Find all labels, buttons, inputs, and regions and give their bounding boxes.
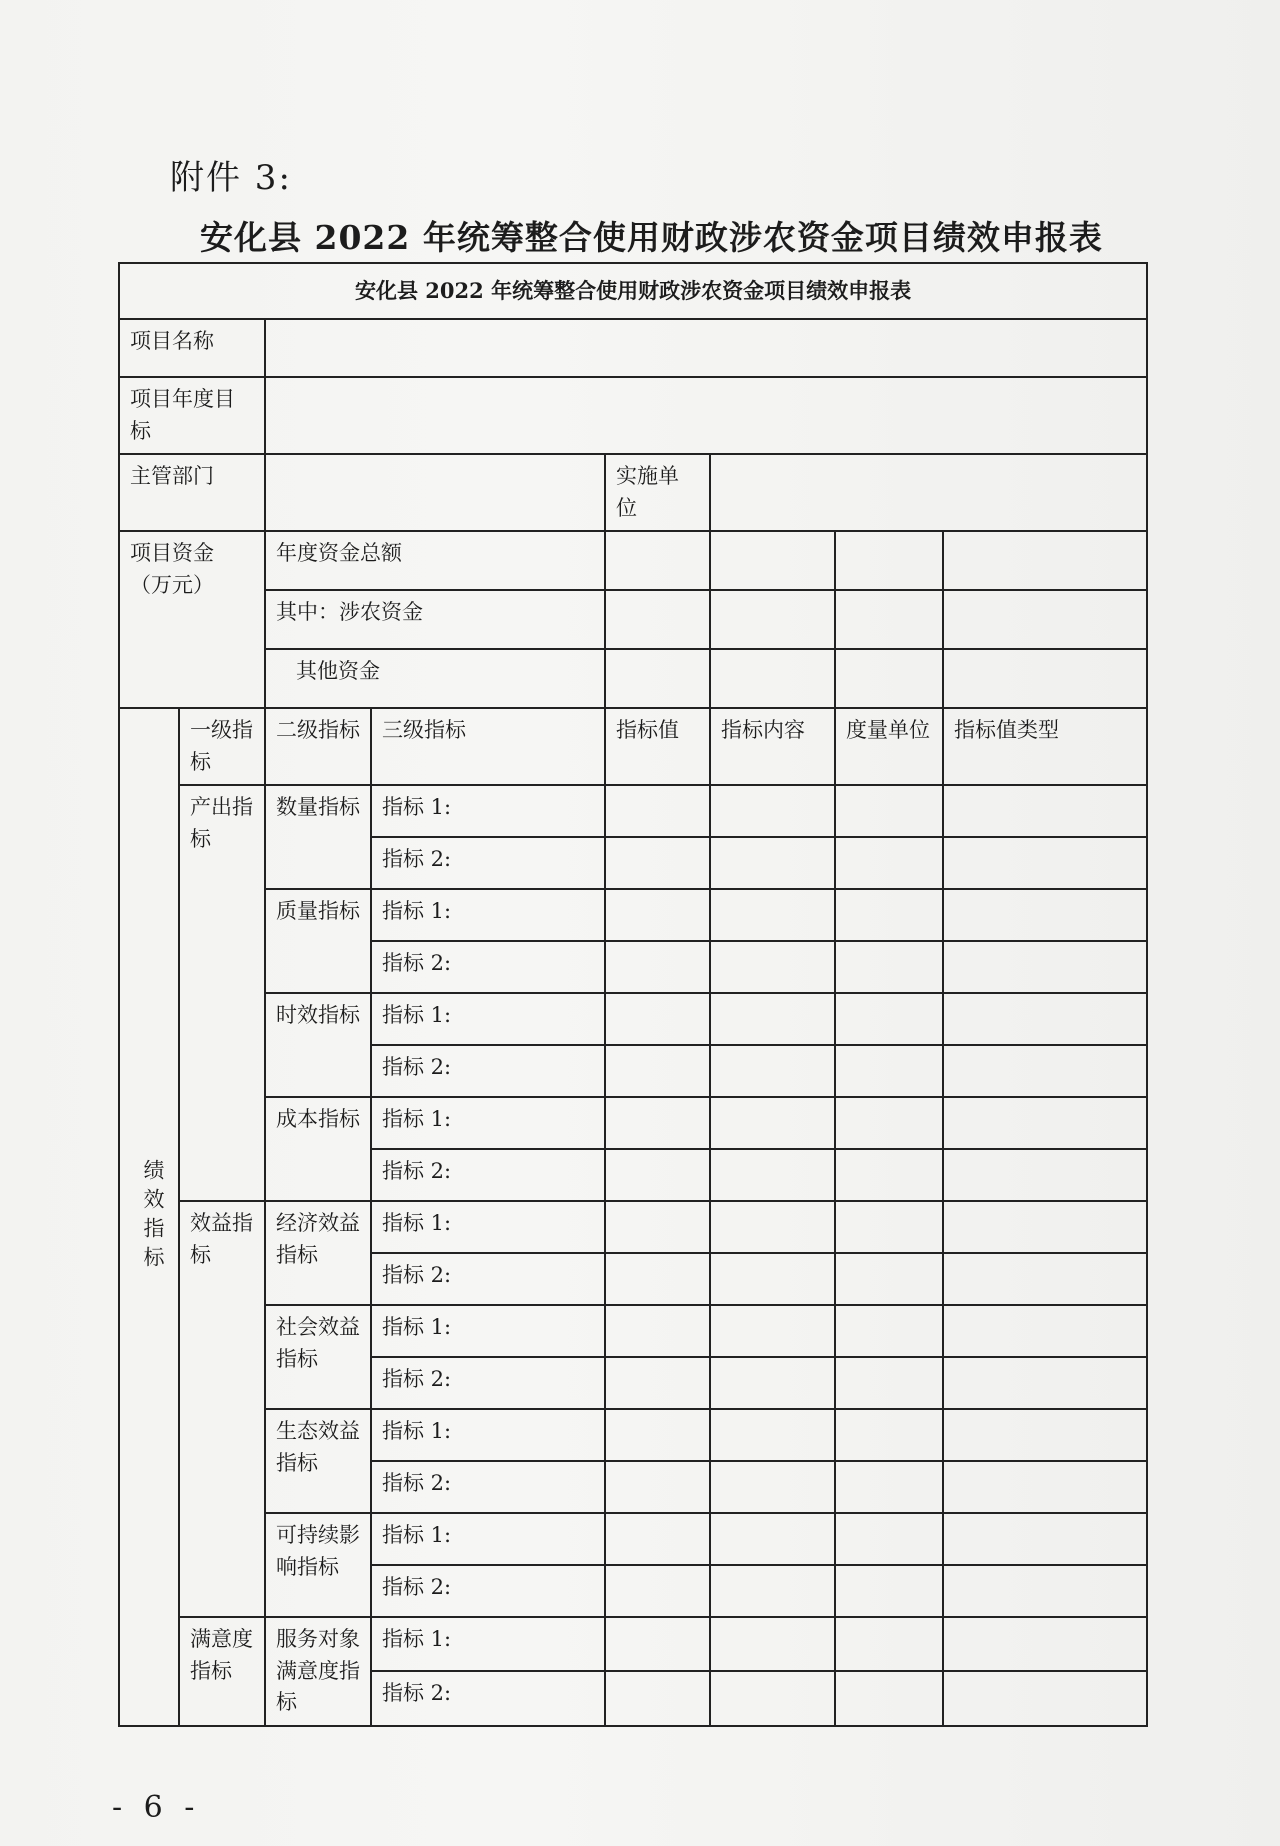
fund-cell[interactable] (835, 649, 943, 708)
value-cell[interactable] (605, 941, 710, 993)
unit-cell[interactable] (835, 993, 943, 1045)
table-row (119, 1305, 1147, 1357)
unit-cell[interactable] (835, 1671, 943, 1725)
content-cell[interactable] (710, 993, 835, 1045)
level3-indicator[interactable]: 指标 1: (371, 1617, 605, 1671)
value-cell[interactable] (605, 1617, 710, 1671)
level3-indicator[interactable]: 指标 1: (371, 993, 605, 1045)
value-cell[interactable] (605, 1045, 710, 1097)
value-type-cell[interactable] (943, 785, 1147, 837)
dept-cell[interactable] (265, 454, 605, 531)
value-type-cell[interactable] (943, 1461, 1147, 1513)
unit-cell[interactable] (835, 1201, 943, 1253)
content-cell[interactable] (710, 1097, 835, 1149)
level3-indicator[interactable]: 指标 2: (371, 837, 605, 889)
level1-indicator: 满意度指标 (179, 1617, 265, 1726)
value-cell[interactable] (605, 1305, 710, 1357)
unit-cell[interactable] (835, 941, 943, 993)
value-type-cell[interactable] (943, 889, 1147, 941)
content-cell[interactable] (710, 1201, 835, 1253)
value-type-cell[interactable] (943, 1097, 1147, 1149)
value-cell[interactable] (605, 1097, 710, 1149)
content-cell[interactable] (710, 1671, 835, 1725)
value-cell[interactable] (605, 1409, 710, 1461)
content-cell[interactable] (710, 1565, 835, 1617)
unit-cell[interactable] (835, 1149, 943, 1201)
content-cell[interactable] (710, 941, 835, 993)
value-type-cell[interactable] (943, 941, 1147, 993)
content-cell[interactable] (710, 1045, 835, 1097)
value-cell[interactable] (605, 837, 710, 889)
value-cell[interactable] (605, 1201, 710, 1253)
unit-cell[interactable] (835, 1461, 943, 1513)
content-cell[interactable] (710, 1409, 835, 1461)
value-cell[interactable] (605, 1671, 710, 1725)
col-level3: 三级指标 (371, 708, 605, 785)
table-row (119, 889, 1147, 941)
value-type-cell[interactable] (943, 1305, 1147, 1357)
content-cell[interactable] (710, 1513, 835, 1565)
content-cell[interactable] (710, 1357, 835, 1409)
fund-cell[interactable] (835, 590, 943, 649)
level3-indicator[interactable]: 指标 2: (371, 1149, 605, 1201)
level3-indicator[interactable]: 指标 1: (371, 1097, 605, 1149)
fund-cell[interactable] (943, 531, 1147, 590)
fund-cell[interactable] (710, 531, 835, 590)
project-goal-label: 项目年度目标 (119, 377, 265, 454)
project-goal-cell[interactable] (265, 377, 1147, 454)
value-type-cell[interactable] (943, 1671, 1147, 1725)
value-cell[interactable] (605, 1565, 710, 1617)
value-type-cell[interactable] (943, 1149, 1147, 1201)
level3-indicator[interactable]: 指标 2: (371, 941, 605, 993)
project-name-label: 项目名称 (119, 319, 265, 377)
level2-indicator: 数量指标 (265, 785, 371, 889)
unit-cell[interactable] (835, 889, 943, 941)
content-cell[interactable] (710, 1305, 835, 1357)
fund-cell[interactable] (943, 590, 1147, 649)
level3-indicator[interactable]: 指标 2: (371, 1671, 605, 1725)
fund-row-label: 其中：涉农资金 (265, 590, 605, 649)
table-row (119, 1617, 1147, 1671)
level1-indicator: 产出指标 (179, 785, 265, 1201)
value-cell[interactable] (605, 1253, 710, 1305)
value-type-cell[interactable] (943, 1201, 1147, 1253)
level3-indicator[interactable]: 指标 1: (371, 1513, 605, 1565)
dept-label: 主管部门 (119, 454, 265, 531)
document-title: 安化县 2022 年统筹整合使用财政涉农资金项目绩效申报表 (200, 218, 1103, 257)
fund-cell[interactable] (605, 649, 710, 708)
fund-cell[interactable] (943, 649, 1147, 708)
unit-cell[interactable] (835, 1513, 943, 1565)
page-number: - 6 - (112, 1790, 201, 1825)
value-type-cell[interactable] (943, 1357, 1147, 1409)
level2-indicator: 社会效益指标 (265, 1305, 371, 1409)
level3-indicator[interactable]: 指标 1: (371, 1409, 605, 1461)
fund-row-label: 其他资金 (265, 649, 605, 708)
level3-indicator[interactable]: 指标 1: (371, 1201, 605, 1253)
attachment-label: 附件 3: (170, 158, 292, 198)
level2-indicator: 可持续影响指标 (265, 1513, 371, 1617)
unit-cell[interactable] (835, 1409, 943, 1461)
level3-indicator[interactable]: 指标 1: (371, 1305, 605, 1357)
value-cell[interactable] (605, 1513, 710, 1565)
table-row (119, 1409, 1147, 1461)
table-row (119, 1201, 1147, 1253)
funds-label: 项目资金（万元） (119, 531, 265, 708)
unit-cell[interactable] (835, 837, 943, 889)
value-type-cell[interactable] (943, 1617, 1147, 1671)
content-cell[interactable] (710, 889, 835, 941)
level2-indicator: 时效指标 (265, 993, 371, 1097)
unit-cell[interactable] (835, 785, 943, 837)
col-content: 指标内容 (710, 708, 835, 785)
table-row (119, 785, 1147, 837)
level3-indicator[interactable]: 指标 1: (371, 889, 605, 941)
table-row (119, 1097, 1147, 1149)
level3-indicator[interactable]: 指标 2: (371, 1045, 605, 1097)
level2-indicator: 成本指标 (265, 1097, 371, 1201)
content-cell[interactable] (710, 1253, 835, 1305)
fund-cell[interactable] (710, 590, 835, 649)
unit-cell[interactable] (835, 1097, 943, 1149)
fund-cell[interactable] (835, 531, 943, 590)
impl-unit-label: 实施单位 (605, 454, 710, 531)
fund-cell[interactable] (605, 590, 710, 649)
col-unit: 度量单位 (835, 708, 943, 785)
value-type-cell[interactable] (943, 1253, 1147, 1305)
content-cell[interactable] (710, 837, 835, 889)
content-cell[interactable] (710, 1617, 835, 1671)
value-type-cell[interactable] (943, 1565, 1147, 1617)
fund-cell[interactable] (710, 649, 835, 708)
value-type-cell[interactable] (943, 1513, 1147, 1565)
level3-indicator[interactable]: 指标 2: (371, 1461, 605, 1513)
content-cell[interactable] (710, 785, 835, 837)
table-row (119, 993, 1147, 1045)
col-level2: 二级指标 (265, 708, 371, 785)
level1-indicator: 效益指标 (179, 1201, 265, 1617)
value-type-cell[interactable] (943, 1045, 1147, 1097)
level2-indicator: 服务对象满意度指标 (265, 1617, 371, 1726)
value-cell[interactable] (605, 993, 710, 1045)
impl-unit-cell[interactable] (710, 454, 1147, 531)
level2-indicator: 经济效益指标 (265, 1201, 371, 1305)
level3-indicator[interactable]: 指标 2: (371, 1253, 605, 1305)
unit-cell[interactable] (835, 1357, 943, 1409)
col-value-type: 指标值类型 (943, 708, 1147, 785)
content-cell[interactable] (710, 1461, 835, 1513)
level3-indicator[interactable]: 指标 2: (371, 1565, 605, 1617)
project-name-cell[interactable] (265, 319, 1147, 377)
value-cell[interactable] (605, 1357, 710, 1409)
level2-indicator: 质量指标 (265, 889, 371, 993)
level3-indicator[interactable]: 指标 2: (371, 1357, 605, 1409)
value-cell[interactable] (605, 1149, 710, 1201)
unit-cell[interactable] (835, 1565, 943, 1617)
value-cell[interactable] (605, 889, 710, 941)
table-row (119, 1513, 1147, 1565)
unit-cell[interactable] (835, 1617, 943, 1671)
unit-cell[interactable] (835, 1253, 943, 1305)
perf-indicators-label: 绩效指标 (119, 708, 179, 1726)
fund-cell[interactable] (605, 531, 710, 590)
level2-indicator: 生态效益指标 (265, 1409, 371, 1513)
value-cell[interactable] (605, 1461, 710, 1513)
col-value: 指标值 (605, 708, 710, 785)
table-inner-title: 安化县 2022 年统筹整合使用财政涉农资金项目绩效申报表 (119, 263, 1147, 319)
level3-indicator[interactable]: 指标 1: (371, 785, 605, 837)
content-cell[interactable] (710, 1149, 835, 1201)
value-cell[interactable] (605, 785, 710, 837)
value-type-cell[interactable] (943, 993, 1147, 1045)
unit-cell[interactable] (835, 1305, 943, 1357)
value-type-cell[interactable] (943, 1409, 1147, 1461)
value-type-cell[interactable] (943, 837, 1147, 889)
performance-form-table (118, 262, 1148, 1727)
fund-row-label: 年度资金总额 (265, 531, 605, 590)
col-level1: 一级指标 (179, 708, 265, 785)
unit-cell[interactable] (835, 1045, 943, 1097)
